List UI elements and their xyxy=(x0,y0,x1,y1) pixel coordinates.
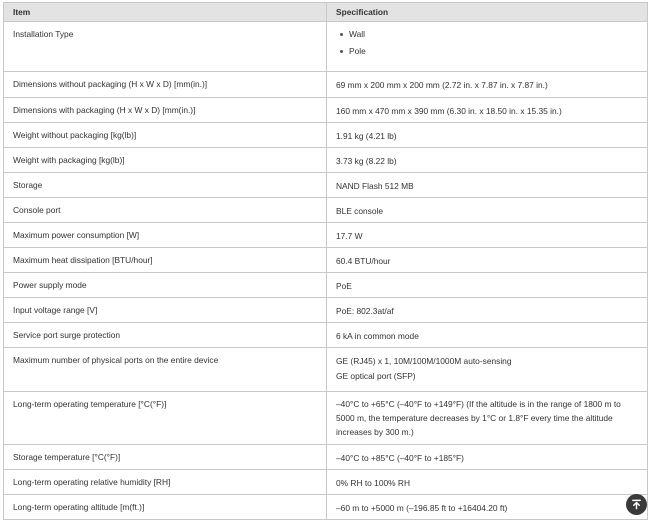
spec-line: GE optical port (SFP) xyxy=(336,371,416,381)
table-row xyxy=(4,273,648,298)
spec-cell: 60.4 BTU/hour xyxy=(327,248,648,273)
spec-table xyxy=(3,2,648,520)
item-cell: Maximum power consumption [W] xyxy=(4,223,327,248)
spec-line: GE (RJ45) x 1, 10M/100M/1000M auto-sensing xyxy=(336,356,512,366)
header-specification: Specification xyxy=(327,3,648,22)
table-row xyxy=(4,348,648,392)
spec-cell: NAND Flash 512 MB xyxy=(327,173,648,198)
header-item: Item xyxy=(4,3,327,22)
table-row xyxy=(4,495,648,520)
item-cell: Long-term operating relative humidity [RH] xyxy=(4,470,327,495)
list-item: Pole xyxy=(336,43,638,60)
installation-type-list xyxy=(336,26,638,60)
item-cell: Long-term operating altitude [m(ft.)] xyxy=(4,495,327,520)
spec-cell: 160 mm x 470 mm x 390 mm (6.30 in. x 18.50 in. x 15.35 in.) xyxy=(327,98,648,123)
spec-cell xyxy=(327,22,648,72)
table-row xyxy=(4,223,648,248)
table-row xyxy=(4,298,648,323)
item-cell: Dimensions without packaging (H x W x D) [mm(in.)] xyxy=(4,72,327,98)
back-to-top-button[interactable] xyxy=(626,494,647,515)
item-cell: Service port surge protection xyxy=(4,323,327,348)
spec-cell: 0% RH to 100% RH xyxy=(327,470,648,495)
spec-cell: –40°C to +85°C (–40°F to +185°F) xyxy=(327,445,648,470)
table-row xyxy=(4,392,648,445)
table-row xyxy=(4,470,648,495)
spec-cell xyxy=(327,348,648,392)
table-row xyxy=(4,98,648,123)
spec-cell: BLE console xyxy=(327,198,648,223)
table-row xyxy=(4,445,648,470)
table-row xyxy=(4,198,648,223)
item-cell: Power supply mode xyxy=(4,273,327,298)
spec-cell: 6 kA in common mode xyxy=(327,323,648,348)
item-cell: Installation Type xyxy=(4,22,327,72)
item-cell: Long-term operating temperature [°C(°F)] xyxy=(4,392,327,445)
item-cell: Console port xyxy=(4,198,327,223)
spec-cell: PoE xyxy=(327,273,648,298)
item-cell: Input voltage range [V] xyxy=(4,298,327,323)
spec-cell: –40°C to +65°C (–40°F to +149°F) (If the altitude is in the range of 1800 m to 5000 m, the temperature decreases by 1°C or 1.8°F every time the altitude increases by 300 m.) xyxy=(327,392,648,445)
item-cell: Dimensions with packaging (H x W x D) [mm(in.)] xyxy=(4,98,327,123)
item-cell: Maximum number of physical ports on the entire device xyxy=(4,348,327,392)
item-cell: Storage temperature [°C(°F)] xyxy=(4,445,327,470)
item-cell: Weight without packaging [kg(lb)] xyxy=(4,123,327,148)
spec-cell: 3.73 kg (8.22 lb) xyxy=(327,148,648,173)
table-row xyxy=(4,248,648,273)
list-item: Wall xyxy=(336,26,638,43)
table-row xyxy=(4,173,648,198)
spec-cell: –60 m to +5000 m (–196.85 ft to +16404.20 ft) xyxy=(327,495,648,520)
arrow-up-icon xyxy=(631,499,642,510)
item-cell: Storage xyxy=(4,173,327,198)
item-cell: Maximum heat dissipation [BTU/hour] xyxy=(4,248,327,273)
spec-cell: 17.7 W xyxy=(327,223,648,248)
table-row xyxy=(4,148,648,173)
table-row xyxy=(4,22,648,72)
table-header-row xyxy=(4,3,648,22)
table-row xyxy=(4,323,648,348)
table-row xyxy=(4,123,648,148)
spec-cell: PoE: 802.3at/af xyxy=(327,298,648,323)
spec-cell: 1.91 kg (4.21 lb) xyxy=(327,123,648,148)
table-row xyxy=(4,72,648,98)
item-cell: Weight with packaging [kg(lb)] xyxy=(4,148,327,173)
spec-cell: 69 mm x 200 mm x 200 mm (2.72 in. x 7.87 in. x 7.87 in.) xyxy=(327,72,648,98)
